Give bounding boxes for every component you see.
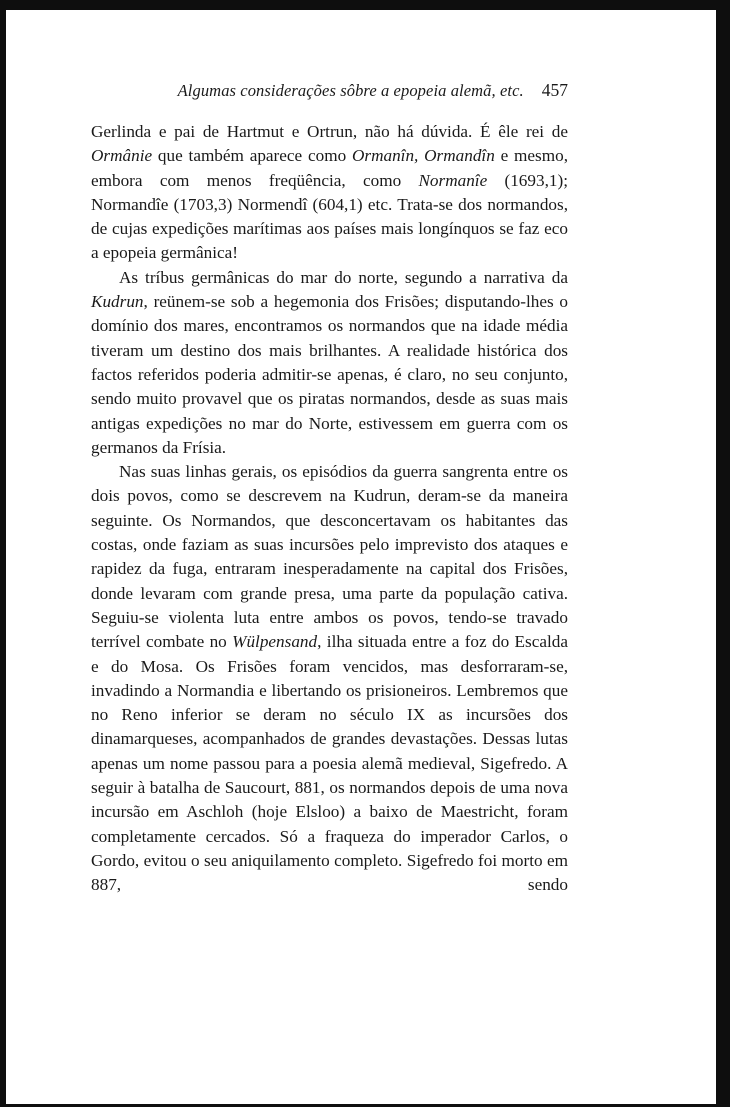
- book-page: [91, 80, 568, 898]
- paragraph-3-text: , ilha situada entre a foz do Escalda e do Mosa. Os Frisões foram vencidos, mas desforraram-se, invadindo a Normandia e libertando os prisioneiros. Lembremos que no Reno inferior se deram no século IX as incursões dos dinamarqueses, acompanhados de grandes devastações. Dessas lutas apenas um nome passou para a poesia alemã medieval, Sigefredo. A seguir à batalha de Saucourt, 881, os normandos depois de uma nova incursão em Aschloh (hoje Elsloo) a baixo de Maestricht, foram completamente cercados. Só a fraqueza do imperador Carlos, o Gordo, evitou o seu aniquilamento completo. Sigefredo foi morto em 887, sendo: [91, 632, 569, 895]
- paragraph-2-text: As tríbus germânicas do mar do norte, segundo a narrativa da: [119, 267, 568, 287]
- scan-border-top: [0, 0, 730, 10]
- body-text: [91, 120, 568, 898]
- paragraph-1-text: Gerlinda e pai de Hartmut e Ortrun, não há dúvida. É êle rei de: [91, 122, 568, 141]
- term-ormanin-ormandin: Ormanîn, Ormandîn: [351, 146, 495, 166]
- term-wulpensand: Wülpensand: [232, 632, 318, 652]
- paragraph-3: [91, 460, 568, 897]
- term-kudrun: Kudrun: [91, 292, 144, 312]
- paragraph-1-text: e mesmo, embora com menos freqüência, como: [91, 146, 569, 190]
- paragraph-1: [91, 120, 568, 266]
- running-head: [91, 80, 568, 110]
- term-ormanie: Ormânie: [91, 146, 153, 166]
- term-normanie: Normanîe: [418, 170, 488, 190]
- paragraph-2: [91, 266, 568, 460]
- scan-border-right: [716, 0, 730, 1107]
- paragraph-1-text: (1693,1); Normandîe (1703,3) Normendî (604,1) etc. Trata-se dos normandos, de cujas expedições marítimas aos países mais longínquos se faz eco a epopeia germânica!: [91, 170, 568, 263]
- page-number: 457: [541, 80, 568, 100]
- paragraph-1-text: que também aparece como: [152, 146, 352, 166]
- paragraph-3-text: Nas suas linhas gerais, os episódios da guerra sangrenta entre os dois povos, como se descrevem na Kudrun, deram-se da maneira seguinte. Os Normandos, que desconcertavam os habitantes das costas, onde faziam as suas incursões pelo imprevisto dos ataques e rapidez da fuga, entraram inesperadamente na capital dos Frisões, donde levaram com grande presa, uma parte da população cativa. Seguiu-se violenta luta entre ambos os povos, tendo-se travado terrível combate no: [91, 462, 568, 652]
- paragraph-2-text: , reünem-se sob a hegemonia dos Frisões; disputando-lhes o domínio dos mares, encontramos os normandos que na idade média tiveram um destino dos mais brilhantes. A realidade histórica dos factos referidos poderia admitir-se apenas, é claro, no seu conjunto, sendo muito provavel que os piratas normandos, desde as suas mais antigas expedições no mar do Norte, estivessem em guerra com os germanos da Frísia.: [91, 292, 568, 457]
- running-title: Algumas considerações sôbre a epopeia alemã, etc.: [177, 81, 524, 100]
- scan-border-left: [0, 0, 6, 1107]
